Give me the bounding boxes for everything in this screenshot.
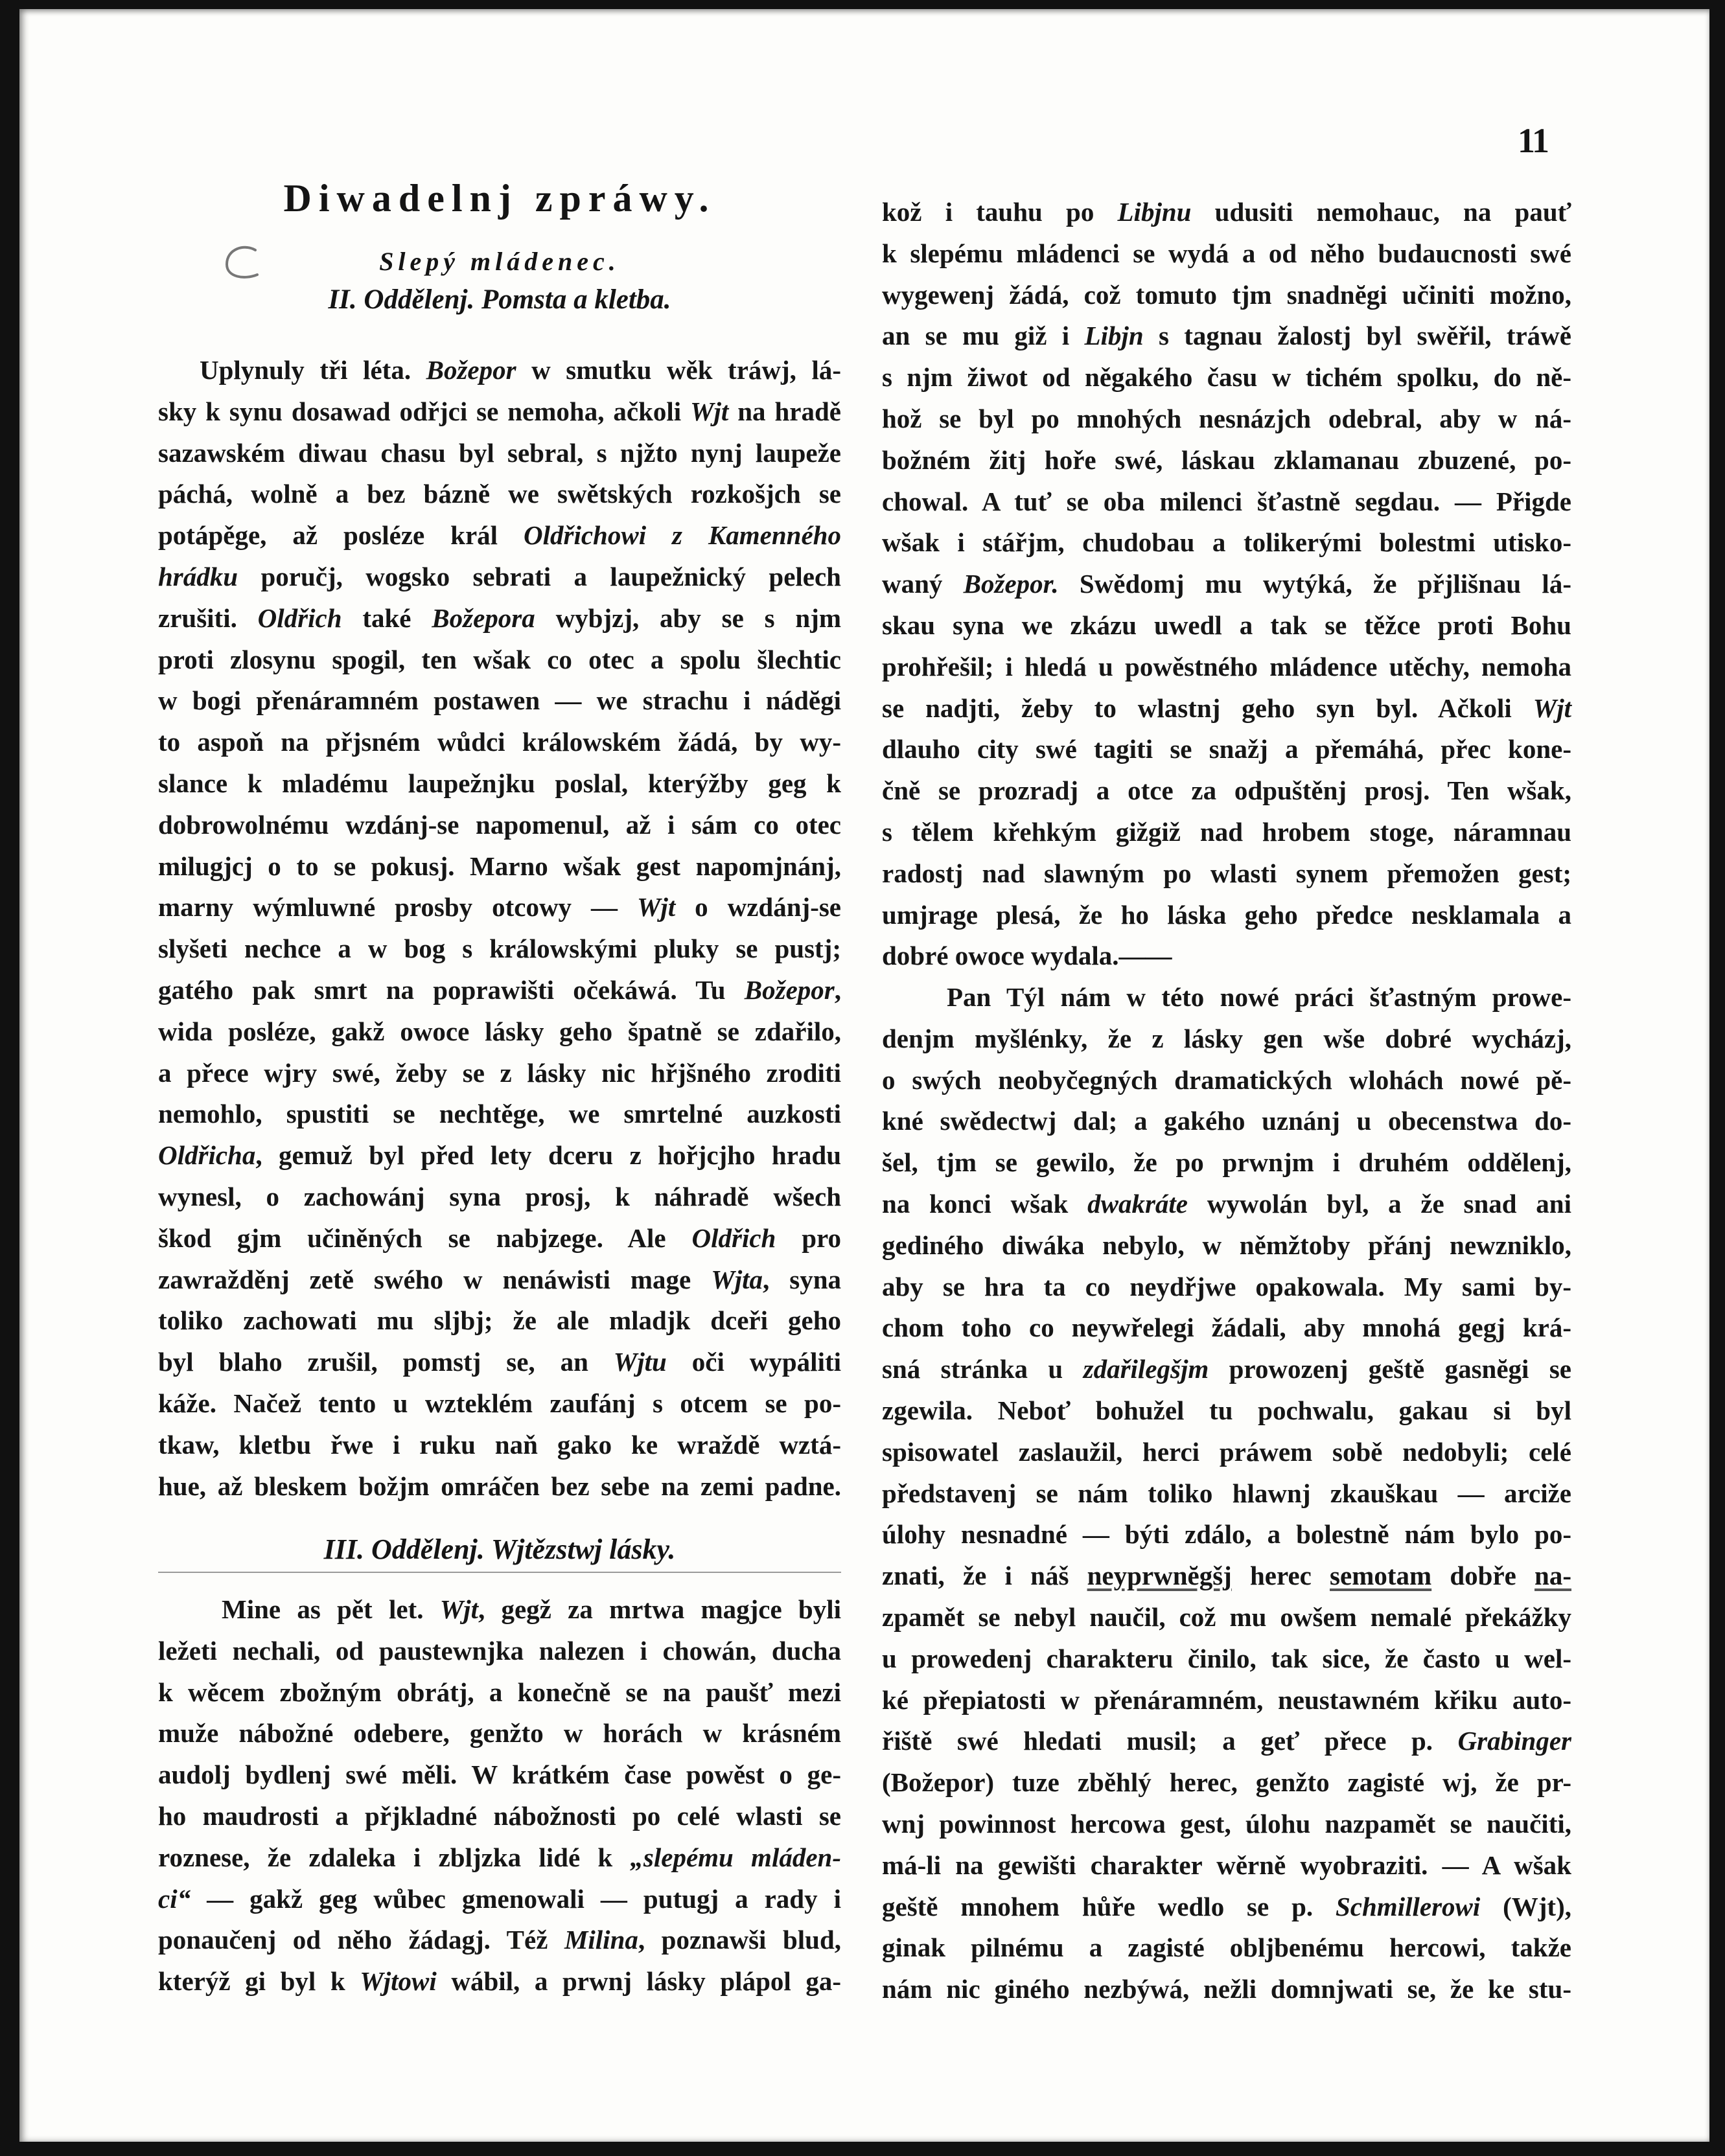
text-segment: zawražděnj zetě swého w nenáwisti mage <box>158 1264 712 1294</box>
text-segment: božném žitj hoře swé, láskau zklamanau zbuzené, po- <box>882 444 1571 475</box>
section-heading-part-2: II. Oddělenj. Pomsta a kletba. <box>328 284 671 315</box>
italic-name: Božepora <box>432 602 535 633</box>
text-segment: spisowatel zaslaužil, herci práwem sobě nedobyli; celé <box>882 1436 1571 1467</box>
text-segment: čně se prozradj a otce za odpuštěnj prosj. Ten wšak, <box>882 775 1571 806</box>
text-segment: gediného diwáka nebylo, w němžtoby přánj newzniklo, <box>882 1230 1571 1260</box>
text-segment: úlohy nesnadné — býti zdálo, a bolestně nám bylo po- <box>882 1519 1571 1550</box>
italic-name: Božepor. <box>963 569 1059 599</box>
text-segment: nám nic giného nezbýwá, nežli domnjwati se, že ke stu- <box>882 1974 1571 2004</box>
text-line <box>158 1796 841 1837</box>
text-segment: zgewila. Neboť bohužel tu pochwalu, gakau si byl <box>882 1395 1571 1425</box>
text-line <box>882 315 1571 357</box>
italic-name: Wjta <box>711 1264 763 1294</box>
text-segment: tkaw, kletbu řwe i ruku naň gako ke wraždě wztá- <box>158 1429 841 1460</box>
text-line <box>882 564 1571 605</box>
text-segment: byl blaho zrušil, pomstj se, an <box>158 1347 614 1377</box>
text-segment: k wěcem zbožným obrátj, a konečně se na paušť mezi <box>158 1677 841 1707</box>
scanned-page <box>19 9 1709 2142</box>
text-line <box>158 1672 841 1714</box>
text-segment: sazawském diwau chasu byl sebral, s njžto nynj laupeže <box>158 437 841 468</box>
text-segment: roznese, že zdaleka i zbljzka lidé k <box>158 1842 631 1872</box>
text-line <box>882 1638 1571 1680</box>
text-line <box>158 763 841 805</box>
text-line <box>882 357 1571 398</box>
italic-name: „slepému mláden- <box>630 1842 841 1872</box>
text-line <box>882 895 1571 936</box>
text-line <box>882 1060 1571 1101</box>
italic-name: Wjtowi <box>360 1966 437 1997</box>
text-line <box>158 1094 841 1135</box>
italic-name: Oldřicha <box>158 1140 256 1171</box>
text-segment: znati, že i náš <box>882 1561 1087 1591</box>
text-line <box>158 1425 841 1466</box>
right-column-paragraph-1 <box>882 192 1571 977</box>
text-line <box>158 846 841 888</box>
text-segment: gatého pak smrt na poprawišti očekáwá. Tu <box>158 974 745 1005</box>
text-line <box>158 391 841 433</box>
text-line <box>882 233 1571 275</box>
italic-name: Wjt <box>636 892 676 923</box>
text-line <box>882 1390 1571 1432</box>
text-line <box>882 192 1571 233</box>
text-segment: se nadjti, žeby to wlastnj geho syn byl. Ačkoli <box>882 693 1533 723</box>
text-segment: wábil, a prwnj lásky plápol ga- <box>436 1966 842 1997</box>
text-segment: — gakž geg wůbec gmenowali — putugj a rady i <box>191 1883 841 1914</box>
text-segment: Swědomj mu wytýká, že přjlišnau lá- <box>1058 569 1571 599</box>
text-segment: audolj bydlenj swé měli. W krátkém čase powěst o ge- <box>158 1760 841 1790</box>
text-segment: s tělem křehkým gižgiž nad hrobem stoge, náramnau <box>882 816 1571 847</box>
text-line <box>158 680 841 722</box>
text-segment: muže nábožné odebere, genžto w horách w krásném <box>158 1718 841 1749</box>
text-line <box>158 1920 841 1961</box>
text-segment: sná stránka u <box>882 1354 1083 1384</box>
text-segment: na konci wšak <box>882 1188 1088 1219</box>
text-segment: wšak i stářjm, chudobau a tolikerými bolestmi utisko- <box>882 527 1571 558</box>
text-line <box>158 1961 841 2002</box>
text-line <box>882 977 1571 1018</box>
italic-name: zdařilegšjm <box>1083 1354 1209 1384</box>
text-line <box>158 433 841 474</box>
text-segment: o wzdánj-se <box>675 892 841 923</box>
text-line <box>158 515 841 556</box>
left-column-paragraph-1 <box>158 350 841 1507</box>
text-line <box>882 647 1571 688</box>
text-segment: a přece wjry swé, žeby se z lásky nic hřjšného zroditi <box>158 1057 841 1088</box>
text-line <box>158 639 841 681</box>
text-segment: wybjzj, aby se s njm <box>535 602 842 633</box>
text-segment: (Wjt), <box>1480 1891 1571 1921</box>
text-line <box>158 1589 841 1631</box>
text-line <box>882 1267 1571 1308</box>
text-segment: k slepému mládenci se wydá a od něho budaucnosti swé <box>882 238 1571 268</box>
text-segment: ponaučenj od něho žádagj. Též <box>158 1925 564 1955</box>
text-segment: kterýž gi byl k <box>158 1966 360 1997</box>
text-segment: , <box>834 974 841 1005</box>
text-line <box>882 1018 1571 1060</box>
text-line <box>882 1349 1571 1390</box>
text-segment: wywolán byl, a že snad ani <box>1188 1188 1571 1219</box>
text-line <box>882 1969 1571 2010</box>
section-heading-part-3: III. Oddělenj. Wjtězstwj lásky. <box>323 1533 676 1565</box>
text-segment: wida posléze, gakž owoce lásky geho špatně se zdařilo, <box>158 1016 841 1046</box>
text-segment: u prowedenj charakteru činilo, tak sice, že často u wel- <box>882 1643 1571 1673</box>
text-segment: dobře <box>1431 1561 1535 1591</box>
italic-name: Wjtu <box>613 1347 667 1377</box>
italic-name: Oldřich <box>257 602 342 633</box>
text-line <box>882 1225 1571 1267</box>
text-segment: wygewenj žádá, což tomuto tjm snadnĕgi učiniti možno, <box>882 279 1571 310</box>
text-line <box>882 1555 1571 1597</box>
text-segment: má-li na gewišti charakter wěrně wyobraziti. — A wšak <box>882 1850 1571 1880</box>
text-segment: , syna <box>762 1264 841 1294</box>
text-line <box>882 275 1571 316</box>
text-segment: waný <box>882 569 964 599</box>
text-segment: , gemuž byl před lety dceru z hořjcjho hradu <box>255 1140 841 1171</box>
text-segment: oči wypáliti <box>666 1347 841 1377</box>
text-line <box>158 1631 841 1672</box>
text-segment: an se mu giž i <box>882 321 1085 351</box>
text-line <box>882 1142 1571 1184</box>
text-segment: páchá, wolně a bez bázně we swětských rozkošjch se <box>158 479 841 509</box>
italic-name: Schmillerowi <box>1336 1891 1481 1921</box>
right-column-paragraph-2 <box>882 977 1571 2010</box>
text-segment: Pan Týl nám w této nowé práci šťastným prowe- <box>947 982 1571 1012</box>
text-segment: , poznawši blud, <box>638 1925 841 1955</box>
text-line <box>882 1514 1571 1555</box>
text-line <box>882 1804 1571 1845</box>
text-line <box>882 1101 1571 1142</box>
text-line <box>158 1135 841 1176</box>
text-line <box>882 770 1571 812</box>
text-segment: hue, až bleskem božjm omráčen bez sebe na zemi padne. <box>158 1471 841 1501</box>
italic-name: Wjt <box>439 1594 478 1624</box>
left-column-paragraph-2 <box>158 1589 841 2002</box>
italic-name: Wjt <box>690 396 729 426</box>
text-segment: škod gjm učiněných se nabjzege. Ale <box>158 1222 692 1253</box>
text-line <box>882 1886 1571 1928</box>
text-segment: chowal. A tuť se oba milenci šťastně segdau. — Přigde <box>882 486 1571 516</box>
text-segment: w bogi přenáramném postawen — we strachu i nádĕgi <box>158 685 841 716</box>
text-segment: geště mnohem hůře wedlo se p. <box>882 1891 1336 1921</box>
text-line <box>882 1432 1571 1473</box>
text-line <box>158 1754 841 1796</box>
italic-name: Grabinger <box>1457 1726 1571 1756</box>
text-segment: na hradě <box>728 396 841 426</box>
text-segment: dobrowolnému wzdánj-se napomenul, až i sám co otec <box>158 809 841 840</box>
text-segment: Uplynuly tři léta. <box>200 355 426 385</box>
text-line <box>158 350 841 391</box>
text-segment: o swých neobyčegných dramatických wlohách nowé pě- <box>882 1064 1571 1095</box>
text-segment: ležeti nechali, od paustewnjka nalezen i chowán, ducha <box>158 1635 841 1666</box>
italic-name: Milina <box>564 1925 638 1955</box>
text-segment: prowozenj geště gasnĕgi se <box>1209 1354 1571 1384</box>
text-line <box>882 935 1571 977</box>
section-divider <box>158 1572 841 1573</box>
text-line <box>158 1300 841 1342</box>
text-line <box>882 812 1571 853</box>
italic-name: Božepor <box>426 355 516 385</box>
text-line <box>882 1762 1571 1804</box>
text-line <box>882 853 1571 895</box>
text-segment: ginak pilnému a zagisté obljbenému hercowi, takže <box>882 1932 1571 1963</box>
text-segment: kož i tauhu po <box>882 197 1118 227</box>
text-segment: dobré owoce wydala.—— <box>882 941 1172 971</box>
text-segment: wynesl, o zachowánj syna prosj, k náhradě wšech <box>158 1181 841 1211</box>
text-segment: představenj se nám toliko hlawnj zkauškau — arciže <box>882 1478 1571 1508</box>
text-segment: nemohlo, spustiti se nechtěge, we smrtelné auzkosti <box>158 1099 841 1129</box>
italic-name: hrádku <box>158 561 238 591</box>
text-line <box>158 1053 841 1094</box>
text-segment: také <box>342 602 432 633</box>
text-line <box>882 1307 1571 1349</box>
text-line <box>158 1259 841 1301</box>
text-line <box>158 556 841 598</box>
text-segment: milugjcj o to se pokusj. Marno wšak gest napomjnánj, <box>158 851 841 881</box>
text-segment: skau syna we zkázu uwedl a tak se těžce proti Bohu <box>882 610 1571 640</box>
text-line <box>882 1597 1571 1638</box>
text-line <box>158 1466 841 1508</box>
text-segment: (Božepor) tuze zběhlý herec, genžto zagisté wj, že pr- <box>882 1767 1571 1798</box>
text-line <box>882 398 1571 440</box>
text-line <box>882 729 1571 770</box>
text-segment: šel, tjm se gewilo, že po prwnjm i druhém oddělenj, <box>882 1147 1571 1178</box>
underlined-text: na- <box>1534 1561 1572 1591</box>
text-line <box>882 1473 1571 1515</box>
text-segment: slance k mladému laupežnjku poslal, kterýžby geg k <box>158 768 841 798</box>
text-segment: káže. Načež tento u wzteklém zaufánj s otcem se po- <box>158 1388 841 1418</box>
text-line <box>882 1927 1571 1969</box>
text-line <box>158 1713 841 1754</box>
text-segment: prohřešil; i hledá u powěstného mládence utěchy, nemoha <box>882 651 1571 682</box>
italic-name: ci“ <box>158 1883 191 1914</box>
text-segment: herec <box>1231 1561 1330 1591</box>
text-segment: denjm myšlénky, že z lásky gen wše dobré wycházj, <box>882 1023 1571 1053</box>
article-title: Diwadelnj zpráwy. <box>283 177 716 220</box>
text-segment: zpamět se nebyl naučil, což mu owšem nemalé překážky <box>882 1601 1571 1632</box>
text-segment: Mine as pět let. <box>222 1594 440 1624</box>
text-line <box>882 481 1571 523</box>
text-segment: wnj powinnost hercowa gest, úlohu nazpamět se naučiti, <box>882 1808 1571 1839</box>
text-line <box>158 1218 841 1259</box>
text-segment: marny wýmluwné prosby otcowy — <box>158 892 637 923</box>
text-line <box>158 1879 841 1920</box>
play-title: Slepý mládenec. <box>379 247 620 276</box>
text-segment: sky k synu dosawad odřjci se nemoha, ačkoli <box>158 396 691 426</box>
italic-name: Oldřichowi z Kamenného <box>524 520 841 551</box>
italic-name: dwakráte <box>1087 1188 1188 1219</box>
text-segment: řiště swé hledati musil; a geť přece p. <box>882 1726 1458 1756</box>
italic-name: Oldřich <box>691 1222 776 1253</box>
text-line <box>882 522 1571 564</box>
text-line <box>158 598 841 639</box>
text-segment: s njm žiwot od něgakého času w tichém spolku, do ně- <box>882 362 1571 393</box>
text-segment: udusiti nemohauc, na pauť <box>1191 197 1571 227</box>
italic-name: Božepor <box>744 974 835 1005</box>
text-segment: proti zlosynu spogil, ten wšak co otec a spolu šlechtic <box>158 644 841 674</box>
text-segment: hož se byl po mnohých nesnázjch odebral, aby w ná- <box>882 403 1571 433</box>
text-segment: w smutku wěk tráwj, lá- <box>516 355 841 385</box>
text-segment: slyšeti nechce a w bog s králowskými pluky se pustj; <box>158 934 841 964</box>
text-segment: toliko zachowati mu sljbj; že ale mladjk dceři geho <box>158 1305 841 1336</box>
text-segment: radostj nad slawným po wlasti synem přemožen gest; <box>882 858 1571 888</box>
text-line <box>158 1011 841 1053</box>
text-line <box>158 474 841 515</box>
text-line <box>882 1721 1571 1762</box>
text-segment: umjrage plesá, že ho láska geho předce nesklamala a <box>882 899 1571 930</box>
text-line <box>882 1680 1571 1721</box>
italic-name: Libjn <box>1084 321 1144 351</box>
text-segment: ho maudrosti a přjkladné nábožnosti po celé wlasti se <box>158 1800 841 1831</box>
text-line <box>882 688 1571 729</box>
text-segment: aby se hra ta co neydřjwe opakowala. My sami by- <box>882 1271 1571 1302</box>
text-line <box>158 928 841 970</box>
text-line <box>158 722 841 763</box>
text-line <box>158 1176 841 1218</box>
text-segment: s tagnau žalostj byl swěřil, tráwě <box>1143 321 1571 351</box>
text-line <box>158 1383 841 1425</box>
text-line <box>882 1184 1571 1225</box>
underlined-text: semotam <box>1330 1561 1432 1591</box>
italic-name: Libjnu <box>1117 197 1192 227</box>
text-segment: , gegž za mrtwa magjce byli <box>478 1594 841 1624</box>
text-segment: poručj, wogsko sebrati a laupežnický pelech <box>238 561 841 591</box>
text-line <box>158 970 841 1011</box>
text-segment: kné swědectwj dal; a gakého uznánj u obecenstwa do- <box>882 1106 1571 1136</box>
text-line <box>158 887 841 928</box>
italic-name: Wjt <box>1533 693 1571 723</box>
text-segment: pro <box>776 1222 841 1253</box>
text-line <box>158 805 841 846</box>
text-segment: zrušiti. <box>158 602 258 633</box>
text-line <box>158 1342 841 1383</box>
text-line <box>882 1845 1571 1886</box>
underlined-text: neyprwnĕgšj <box>1087 1561 1232 1591</box>
text-segment: chom toho co neywřelegi žádali, aby mnohá gegj krá- <box>882 1313 1571 1343</box>
text-line <box>158 1837 841 1879</box>
text-line <box>882 440 1571 481</box>
text-segment: potápěge, až posléze král <box>158 520 524 551</box>
text-segment: ké přepiatosti w přenáramném, neustawném křiku auto- <box>882 1684 1571 1715</box>
text-line <box>882 605 1571 647</box>
text-segment: dlauho city swé tagiti se snažj a přemáhá, přec kone- <box>882 734 1571 764</box>
page-number: 11 <box>1518 121 1549 160</box>
text-segment: to aspoň na přjsném wůdci králowském žádá, by wy- <box>158 727 841 757</box>
